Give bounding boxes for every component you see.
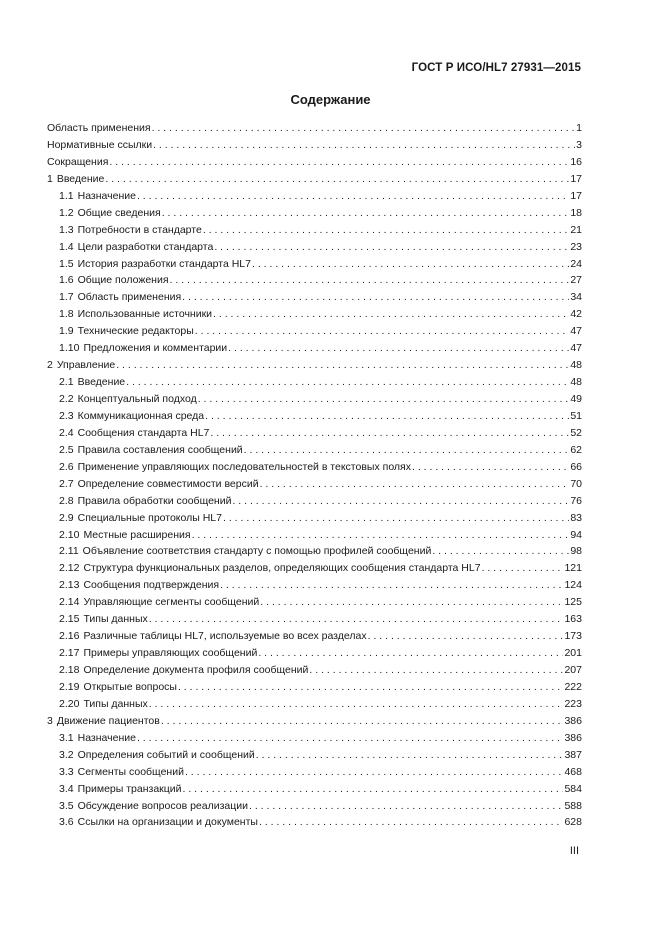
toc-dot-leader (161, 713, 564, 730)
toc-entry-title: Типы данных (83, 697, 148, 710)
toc-entry-page: 222 (564, 680, 582, 693)
toc-entry-number: 1.10 (59, 342, 80, 355)
toc-entry (47, 340, 582, 357)
toc-entry-page: 66 (570, 460, 582, 473)
toc-entry (47, 222, 582, 239)
toc-entry (47, 662, 582, 679)
toc-entry-title: Различные таблицы HL7, используемые во всех разделах (83, 630, 367, 643)
toc-dot-leader (220, 577, 563, 594)
toc-entry-page: 121 (564, 562, 582, 575)
toc-dot-leader (137, 730, 564, 747)
toc-dot-leader (252, 256, 569, 273)
toc-entry-page: 49 (570, 393, 582, 405)
toc-entry-number: 2.2 (59, 393, 74, 405)
toc-dot-leader (249, 798, 563, 815)
toc-entry (47, 645, 582, 662)
toc-entry-title: Концептуальный подход (77, 393, 197, 405)
toc-entry-title: Правила составления сообщений (77, 443, 243, 456)
toc-dot-leader (368, 628, 564, 645)
toc-entry-number: 2.9 (59, 511, 74, 524)
toc-entry-title: Местные расширения (83, 528, 191, 541)
toc-entry-page: 588 (564, 799, 582, 812)
toc-dot-leader (232, 493, 569, 510)
toc-entry-number: 3.1 (59, 731, 74, 744)
toc-entry-page: 223 (564, 697, 582, 710)
toc-entry-title: Сообщения подтверждения (83, 579, 220, 592)
toc-entry-title: Открытые вопросы (83, 680, 177, 693)
toc-entry-page: 18 (570, 206, 582, 219)
toc-dot-leader (192, 527, 570, 544)
toc-dot-leader (183, 781, 564, 798)
toc-entry (47, 239, 582, 256)
toc-entry (47, 289, 582, 306)
toc-entry (47, 527, 582, 544)
toc-entry-number: 3.2 (59, 748, 74, 761)
toc-dot-leader (116, 357, 569, 374)
toc-entry (47, 679, 582, 696)
toc-entry-title: Потребности в стандарте (77, 223, 202, 236)
toc-entry (47, 459, 582, 476)
toc-dot-leader (162, 205, 570, 222)
toc-entry-title: Цели разработки стандарта (77, 240, 214, 253)
toc-entry (47, 560, 582, 577)
toc-entry (47, 408, 582, 425)
toc-dot-leader (205, 408, 569, 425)
toc-entry-page: 584 (564, 782, 582, 795)
toc-entry-page: 1 (576, 122, 582, 134)
toc-entry-page: 98 (570, 545, 582, 558)
toc-entry-number: 1.5 (59, 257, 74, 270)
toc-entry-title: Обсуждение вопросов реализации (77, 799, 248, 812)
toc-entry-number: 3 (47, 714, 53, 727)
toc-entry-page: 468 (564, 765, 582, 778)
toc-entry-page: 17 (570, 172, 582, 185)
toc-entry-number: 3.4 (59, 782, 74, 795)
toc-entry-page: 21 (570, 223, 582, 236)
toc-entry-title: Структура функциональных разделов, определяющих сообщения стандарта HL7 (83, 562, 481, 575)
toc-entry-number: 2.16 (59, 630, 80, 643)
toc-entry-page: 201 (564, 647, 582, 660)
toc-entry-page: 124 (564, 579, 582, 592)
toc-entry (47, 628, 582, 645)
toc-entry-number: 1.6 (59, 274, 74, 287)
toc-entry (47, 747, 582, 764)
toc-entry-page: 24 (570, 257, 582, 270)
toc-entry-number: 2.20 (59, 697, 80, 710)
toc-dot-leader (260, 594, 563, 611)
toc-entry-title: Введение (77, 376, 126, 389)
toc-entry-number: 2.18 (59, 664, 80, 676)
toc-dot-leader (260, 476, 570, 493)
toc-entry-title: Введение (56, 172, 105, 185)
toc-entry-page: 52 (570, 426, 582, 439)
toc-entry-title: Сообщения стандарта HL7 (77, 426, 210, 439)
toc-entry (47, 764, 582, 781)
toc-entry-title: Нормативные ссылки (47, 138, 153, 151)
toc-entry (47, 357, 582, 374)
toc-entry (47, 137, 582, 154)
toc-entry-number: 2.19 (59, 680, 80, 693)
toc-entry-number: 2.13 (59, 579, 80, 592)
toc-dot-leader (198, 391, 570, 408)
toc-entry-number: 2.3 (59, 409, 74, 422)
toc-entry-page: 386 (564, 714, 582, 727)
toc-entry (47, 594, 582, 611)
toc-dot-leader (210, 425, 569, 442)
toc-entry-title: Сегменты сообщений (77, 765, 184, 778)
toc-entry-title: Использованные источники (77, 308, 213, 321)
toc-dot-leader (432, 543, 569, 560)
toc-entry-page: 47 (570, 325, 582, 338)
toc-entry-number: 1.9 (59, 325, 74, 338)
toc-entry-title: Технические редакторы (77, 325, 194, 338)
toc-entry (47, 798, 582, 815)
toc-entry-title: Типы данных (83, 613, 148, 626)
table-of-contents (47, 120, 582, 831)
toc-dot-leader (203, 222, 570, 239)
toc-entry-page: 62 (570, 443, 582, 456)
toc-entry-number: 3.6 (59, 816, 74, 829)
toc-entry-number: 1.8 (59, 308, 74, 321)
toc-entry-number: 3.3 (59, 765, 74, 778)
toc-entry-number: 2.14 (59, 596, 80, 609)
toc-entry-page: 48 (570, 376, 582, 389)
toc-entry-page: 47 (570, 342, 582, 355)
toc-dot-leader (213, 306, 569, 323)
toc-entry (47, 154, 582, 171)
toc-dot-leader (259, 814, 564, 831)
toc-dot-leader (309, 662, 563, 679)
toc-dot-leader (178, 679, 564, 696)
toc-entry-number: 3.5 (59, 799, 74, 812)
toc-title: Содержание (290, 92, 371, 107)
toc-entry-page: 34 (570, 291, 582, 304)
toc-dot-leader (109, 154, 569, 171)
toc-dot-leader (152, 120, 576, 137)
toc-dot-leader (214, 239, 569, 256)
toc-entry-title: История разработки стандарта HL7 (77, 257, 251, 270)
toc-entry (47, 543, 582, 560)
toc-entry-title: Общие положения (77, 274, 169, 287)
document-header-code: ГОСТ Р ИСО/HL7 27931—2015 (411, 62, 581, 74)
toc-dot-leader (412, 459, 569, 476)
toc-entry-title: Ссылки на организации и документы (77, 816, 258, 829)
toc-entry-title: Назначение (77, 189, 136, 202)
toc-entry (47, 256, 582, 273)
toc-entry-page: 163 (564, 613, 582, 626)
toc-dot-leader (223, 510, 569, 527)
toc-entry-number: 1.1 (59, 189, 74, 202)
toc-entry-title: Назначение (77, 731, 136, 744)
toc-entry-page: 48 (570, 359, 582, 372)
toc-entry (47, 323, 582, 340)
toc-entry-title: Сокращения (47, 155, 109, 168)
toc-dot-leader (228, 340, 569, 357)
toc-entry-page: 125 (564, 596, 582, 609)
toc-entry-number: 1.7 (59, 291, 74, 304)
toc-entry-page: 628 (564, 816, 582, 829)
toc-entry (47, 374, 582, 391)
toc-entry-page: 94 (570, 528, 582, 541)
toc-dot-leader (182, 289, 569, 306)
toc-entry-number: 2.10 (59, 528, 80, 541)
toc-entry-number: 2 (47, 359, 53, 372)
toc-entry-number: 1.3 (59, 223, 74, 236)
toc-entry-title: Предложения и комментарии (83, 342, 228, 355)
toc-entry-title: Общие сведения (77, 206, 161, 219)
toc-entry-number: 2.7 (59, 477, 74, 490)
toc-entry (47, 391, 582, 408)
toc-entry-number: 2.4 (59, 426, 74, 439)
toc-dot-leader (482, 560, 564, 577)
toc-entry-page: 3 (576, 138, 582, 151)
toc-entry-page: 27 (570, 274, 582, 287)
toc-entry-number: 2.15 (59, 613, 80, 626)
toc-entry (47, 171, 582, 188)
page-number: III (569, 845, 579, 857)
toc-dot-leader (244, 442, 570, 459)
toc-dot-leader (170, 272, 570, 289)
toc-entry-title: Определение документа профиля сообщений (83, 664, 309, 676)
toc-entry-title: Область применения (47, 122, 151, 134)
toc-entry-title: Правила обработки сообщений (77, 494, 232, 507)
toc-entry-title: Управление (56, 359, 116, 372)
toc-entry-page: 17 (570, 189, 582, 202)
toc-entry-title: Управляющие сегменты сообщений (83, 596, 260, 609)
toc-entry-page: 23 (570, 240, 582, 253)
toc-dot-leader (258, 645, 563, 662)
toc-entry (47, 696, 582, 713)
toc-entry-title: Коммуникационная среда (77, 409, 205, 422)
toc-entry-title: Область применения (77, 291, 182, 304)
toc-entry-page: 51 (570, 409, 582, 422)
toc-entry-page: 76 (570, 494, 582, 507)
toc-dot-leader (185, 764, 564, 781)
toc-dot-leader (195, 323, 570, 340)
toc-entry-number: 2.6 (59, 460, 74, 473)
toc-entry-page: 83 (570, 511, 582, 524)
toc-entry (47, 425, 582, 442)
toc-entry-number: 2.8 (59, 494, 74, 507)
toc-entry (47, 493, 582, 510)
toc-entry-title: Определение совместимости версий (77, 477, 259, 490)
toc-entry-number: 1.2 (59, 206, 74, 219)
toc-entry-number: 1.4 (59, 240, 74, 253)
toc-dot-leader (149, 611, 564, 628)
toc-entry-title: Примеры управляющих сообщений (83, 647, 258, 660)
toc-entry (47, 781, 582, 798)
toc-dot-leader (256, 747, 564, 764)
toc-entry-page: 173 (564, 630, 582, 643)
toc-entry-number: 1 (47, 172, 53, 185)
toc-entry-page: 70 (570, 477, 582, 490)
toc-entry (47, 120, 582, 137)
toc-entry (47, 510, 582, 527)
toc-entry (47, 814, 582, 831)
toc-entry (47, 188, 582, 205)
toc-dot-leader (149, 696, 564, 713)
toc-entry (47, 713, 582, 730)
toc-entry-title: Примеры транзакций (77, 782, 182, 795)
toc-entry (47, 205, 582, 222)
toc-entry (47, 272, 582, 289)
toc-entry-page: 42 (570, 308, 582, 321)
toc-entry-page: 207 (564, 664, 582, 676)
toc-dot-leader (137, 188, 569, 205)
toc-dot-leader (105, 171, 569, 188)
toc-entry (47, 611, 582, 628)
toc-entry (47, 730, 582, 747)
toc-entry-number: 2.11 (59, 545, 79, 558)
toc-entry-title: Определения событий и сообщений (77, 748, 255, 761)
toc-entry (47, 476, 582, 493)
toc-entry-title: Специальные протоколы HL7 (77, 511, 222, 524)
toc-entry-title: Объявление соответствия стандарту с помощью профилей сообщений (82, 545, 432, 558)
toc-entry-page: 386 (564, 731, 582, 744)
toc-entry-number: 2.5 (59, 443, 74, 456)
toc-entry-number: 2.1 (59, 376, 74, 389)
toc-entry-number: 2.12 (59, 562, 80, 575)
toc-entry-title: Движение пациентов (56, 714, 160, 727)
toc-dot-leader (153, 137, 575, 154)
toc-entry-page: 16 (570, 155, 582, 168)
toc-entry-title: Применение управляющих последовательностей в текстовых полях (77, 460, 411, 473)
toc-dot-leader (126, 374, 569, 391)
toc-entry (47, 306, 582, 323)
toc-entry (47, 577, 582, 594)
toc-entry-number: 2.17 (59, 647, 80, 660)
toc-entry (47, 442, 582, 459)
toc-entry-page: 387 (564, 748, 582, 761)
